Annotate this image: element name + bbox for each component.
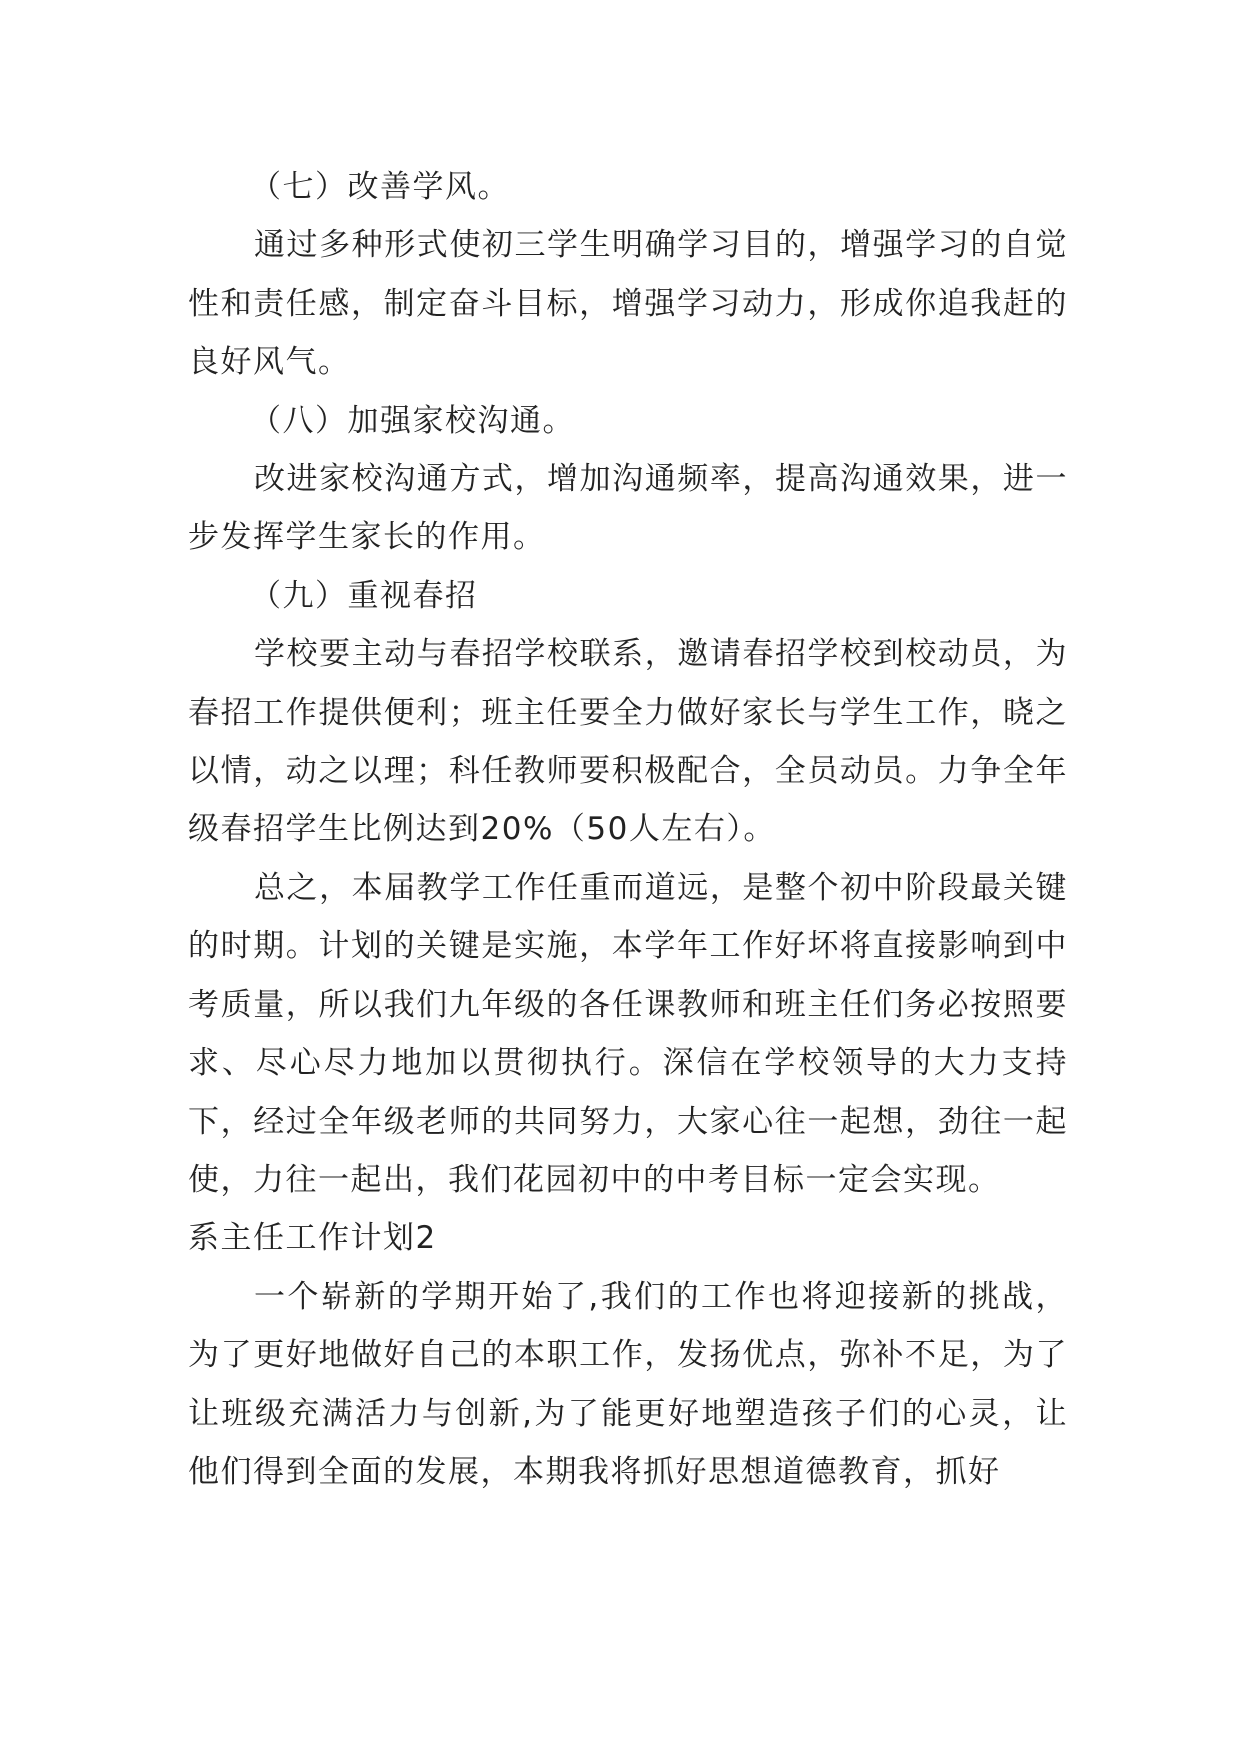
paragraph-study-style: 通过多种形式使初三学生明确学习目的，增强学习的自觉性和责任感，制定奋斗目标，增强学习动力，形成你追我赶的良好风气。 <box>188 227 1068 381</box>
section-heading-7: （七）改善学风。 <box>250 169 510 205</box>
paragraph-spring-enrollment: 学校要主动与春招学校联系，邀请春招学校到校动员，为春招工作提供便利；班主任要全力做好家长与学生工作，晓之以情，动之以理；科任教师要积极配合，全员动员。力争全年级春招学生比例达到20%（50人左右）。 <box>188 636 1068 848</box>
document-subtitle: 系主任工作计划2 <box>188 1220 437 1257</box>
section-heading-9: （九）重视春招 <box>250 577 478 614</box>
section-heading-8: （八）加强家校沟通。 <box>250 402 575 439</box>
document-body <box>188 158 1068 1501</box>
paragraph-home-school: 改进家校沟通方式，增加沟通频率，提高沟通效果，进一步发挥学生家长的作用。 <box>188 461 1068 556</box>
paragraph-introduction: 一个崭新的学期开始了,我们的工作也将迎接新的挑战，为了更好地做好自己的本职工作，发扬优点，弥补不足，为了让班级充满活力与创新,为了能更好地塑造孩子们的心灵，让他们得到全面的发展，本期我将抓好思想道德教育，抓好 <box>188 1278 1068 1490</box>
paragraph-summary: 总之，本届教学工作任重而道远，是整个初中阶段最关键的时期。计划的关键是实施，本学年工作好坏将直接影响到中考质量，所以我们九年级的各任课教师和班主任们务必按照要求、尽心尽力地加以贯彻执行。深信在学校领导的大力支持下，经过全年级老师的共同努力，大家心往一起想，劲往一起使，力往一起出，我们花园初中的中考目标一定会实现。 <box>188 869 1068 1198</box>
